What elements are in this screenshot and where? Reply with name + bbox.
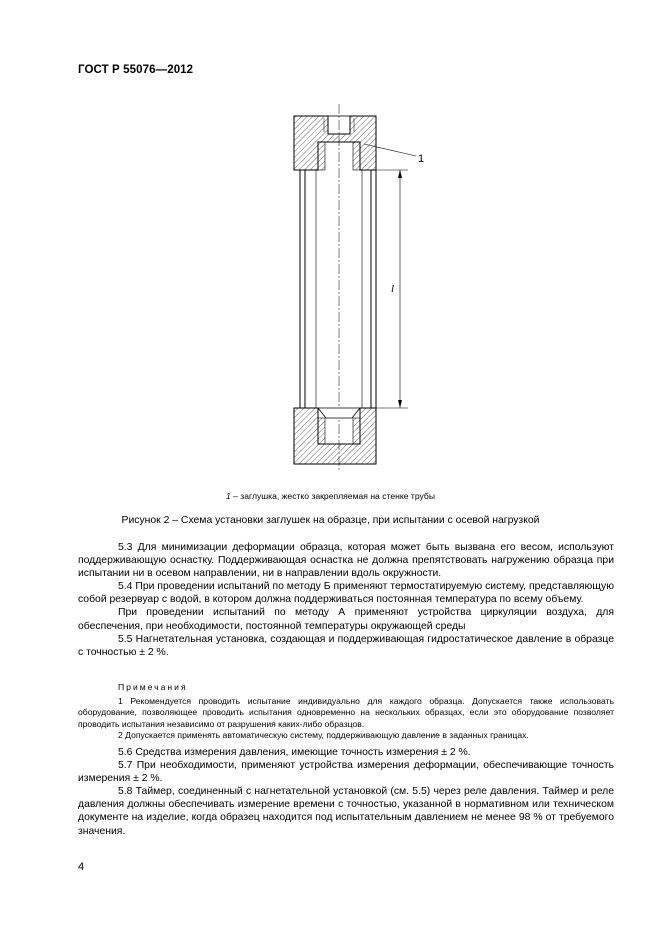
legend-number: 1 — [225, 491, 231, 501]
dimension-label: l — [391, 283, 395, 295]
pipe-walls — [300, 170, 376, 408]
note-item: 2 Допускается применять автоматическую систему, поддерживающую давление в заданных границах. — [118, 730, 529, 740]
paragraph: 5.4 При проведении испытаний по методу Б применяют термостатируемую систему, представляющую собой резервуар с водой, в котором должна поддерживаться постоянная температура по всему объему. — [78, 581, 614, 606]
paragraph: 5.3 Для минимизации деформации образца, которая может быть вызвана его весом, используют поддерживающую оснастку. Поддерживающая оснастка не должна препятствовать нагружению образца при испытании ни в осевом направлении, ни в направлении вдоль окружности. — [78, 542, 614, 580]
legend-text: – заглушка, жестко закрепляемая на стенке трубы — [230, 491, 436, 501]
specimen-drawing — [240, 104, 440, 476]
figure-title: Рисунок 2 – Схема установки заглушек на образце, при испытании с осевой нагрузкой — [121, 515, 540, 526]
length-dimension — [376, 170, 408, 408]
callout-label: 1 — [418, 153, 425, 165]
paragraph: При проведении испытаний по методу А применяют устройства циркуляции воздуха, для обеспечения, при необходимости, постоянной температуры окружающей среды — [78, 607, 614, 632]
bottom-end-cap — [294, 408, 376, 464]
figure-legend — [0, 491, 661, 501]
note-item: 1 Рекомендуется проводить испытание индивидуально для каждого образца. Допускается также использовать оборудование, позволяющее проводить испытания одновременно на нескольких образцах, если это оборудование позволяет проводить испытания независимо от разрушения каких-либо образцов. — [78, 695, 614, 729]
body-section-top — [78, 541, 614, 659]
paragraph: 5.6 Средства измерения давления, имеющие точность измерения ± 2 %. — [118, 747, 471, 758]
paragraph: 5.5 Нагнетательная установка, создающая и поддерживающая гидростатическое давление в образце с точностью ± 2 %. — [78, 633, 614, 658]
body-section-bottom — [78, 746, 614, 838]
notes-block — [78, 682, 614, 742]
top-end-cap — [294, 116, 376, 170]
paragraph: 5.7 При необходимости, применяют устройства измерения деформации, обеспечивающие точность измерения ± 2 %. — [78, 760, 614, 785]
paragraph: 5.8 Таймер, соединенный с нагнетательной установкой (см. 5.5) через реле давления. Таймер и реле давления должны обеспечивать измерение времени с точностью, указанной в нормативном или техническом документе на изделие, когда образец находится под испытательным давлением не менее 98 % от требуемого значения. — [78, 786, 614, 837]
notes-title: Примечания — [118, 682, 188, 692]
standard-code-header: ГОСТ Р 55076—2012 — [78, 64, 194, 76]
page-number: 4 — [78, 861, 85, 873]
